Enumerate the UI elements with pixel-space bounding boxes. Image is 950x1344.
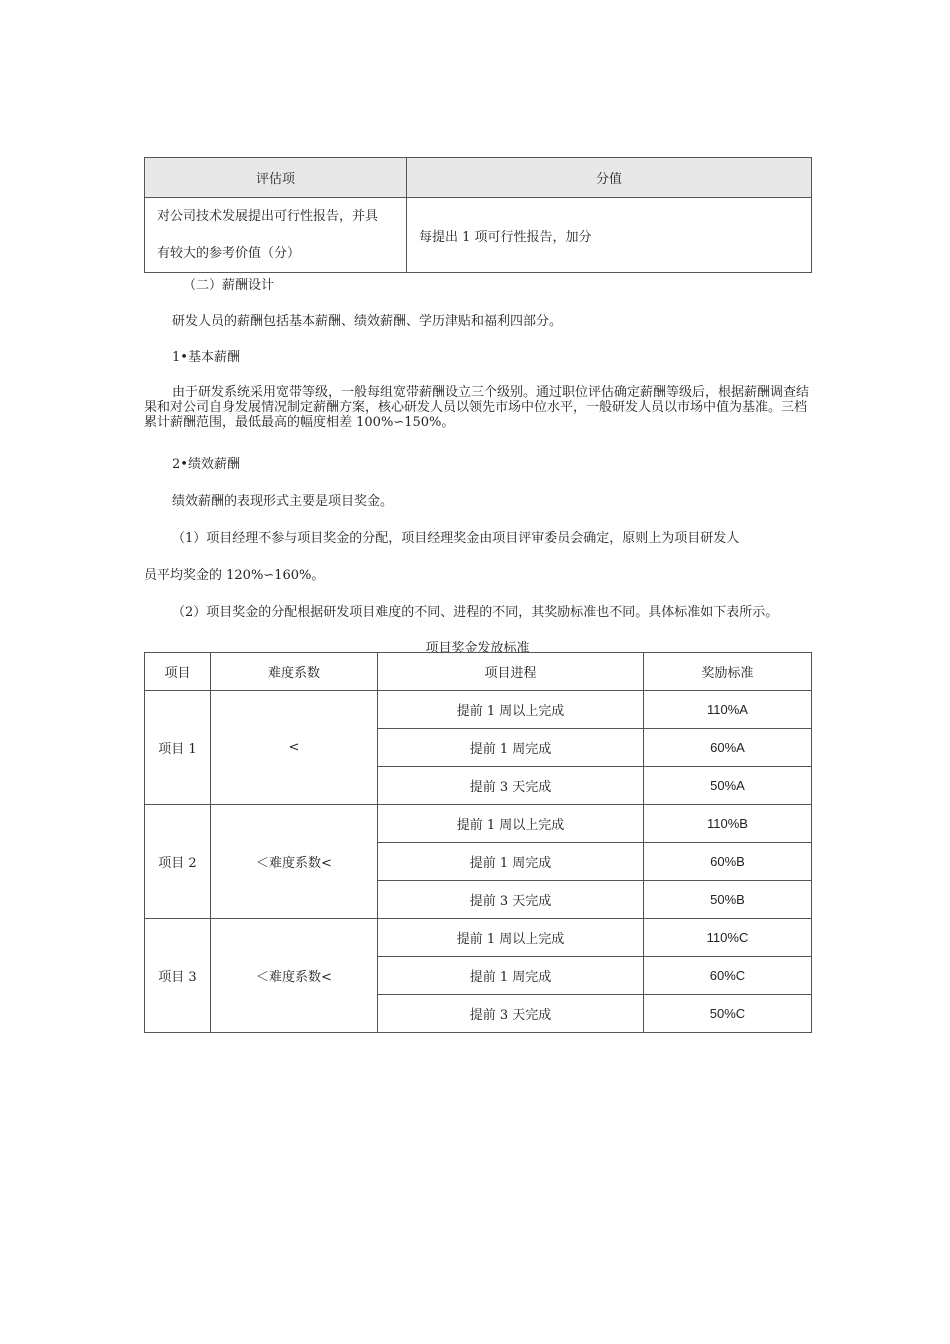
difficulty-cell: ＜难度系数< — [211, 805, 378, 919]
bonus-table — [144, 652, 812, 1033]
base-pay-heading: 1•基本薪酬 — [172, 350, 240, 365]
progress-cell: 提前 1 周以上完成 — [378, 919, 644, 957]
progress-cell: 提前 1 周完成 — [378, 729, 644, 767]
header-score: 分值 — [407, 158, 812, 198]
reward-cell: 60%A — [644, 729, 812, 767]
progress-cell: 提前 3 天完成 — [378, 767, 644, 805]
eval-item-cell — [145, 198, 407, 273]
progress-cell: 提前 1 周以上完成 — [378, 805, 644, 843]
base-pay-paragraph: 由于研发系统采用宽带等级，一般每组宽带薪酬设立三个级别。通过职位评估确定薪酬等级后，根据薪酬调查结果和对公司自身发展情况制定薪酬方案，核心研发人员以领先市场中位水平，一般研发人员以市场中值为基准。三档累计薪酬范围，最低最高的幅度相差 100%∽150%。 — [144, 385, 810, 430]
table-row — [145, 919, 812, 957]
difficulty-cell: < — [211, 691, 378, 805]
bonus-table-header — [145, 653, 812, 691]
reward-cell: 60%C — [644, 957, 812, 995]
reward-cell: 110%A — [644, 691, 812, 729]
header-difficulty: 难度系数 — [211, 653, 378, 691]
eval-item-line1: 对公司技术发展提出可行性报告，并具 — [157, 209, 379, 224]
header-project: 项目 — [145, 653, 211, 691]
evaluation-table — [144, 157, 812, 273]
item1-line1: （1）项目经理不参与项目奖金的分配，项目经理奖金由项目评审委员会确定，原则上为项目研发人 — [172, 531, 740, 546]
reward-cell: 110%C — [644, 919, 812, 957]
eval-score-cell: 每提出 1 项可行性报告，加分 — [407, 198, 812, 273]
table-row — [145, 805, 812, 843]
table-row — [145, 691, 812, 729]
project-cell: 项目 1 — [145, 691, 211, 805]
reward-cell: 50%B — [644, 881, 812, 919]
reward-cell: 110%B — [644, 805, 812, 843]
header-progress: 项目进程 — [378, 653, 644, 691]
reward-cell: 50%C — [644, 995, 812, 1033]
progress-cell: 提前 1 周以上完成 — [378, 691, 644, 729]
item1-line2: 员平均奖金的 120%∽160%。 — [144, 568, 325, 583]
evaluation-table-header — [145, 158, 812, 198]
intro-text: 研发人员的薪酬包括基本薪酬、绩效薪酬、学历津贴和福利四部分。 — [172, 314, 563, 329]
project-cell: 项目 3 — [145, 919, 211, 1033]
project-cell: 项目 2 — [145, 805, 211, 919]
bonus-table-caption: 项目奖金发放标准 — [425, 641, 530, 656]
section-heading: （二）薪酬设计 — [183, 278, 275, 293]
reward-cell: 60%B — [644, 843, 812, 881]
reward-cell: 50%A — [644, 767, 812, 805]
header-eval-item: 评估项 — [145, 158, 407, 198]
progress-cell: 提前 3 天完成 — [378, 995, 644, 1033]
eval-item-line2: 有较大的参考价值（分） — [157, 246, 301, 261]
progress-cell: 提前 3 天完成 — [378, 881, 644, 919]
item2-text: （2）项目奖金的分配根据研发项目难度的不同、进程的不同，其奖励标准也不同。具体标准如下表所示。 — [172, 605, 779, 620]
table-row — [145, 198, 812, 273]
progress-cell: 提前 1 周完成 — [378, 957, 644, 995]
performance-pay-intro: 绩效薪酬的表现形式主要是项目奖金。 — [172, 494, 394, 509]
header-reward: 奖励标准 — [644, 653, 812, 691]
performance-pay-heading: 2•绩效薪酬 — [172, 457, 240, 472]
progress-cell: 提前 1 周完成 — [378, 843, 644, 881]
difficulty-cell: ＜难度系数< — [211, 919, 378, 1033]
